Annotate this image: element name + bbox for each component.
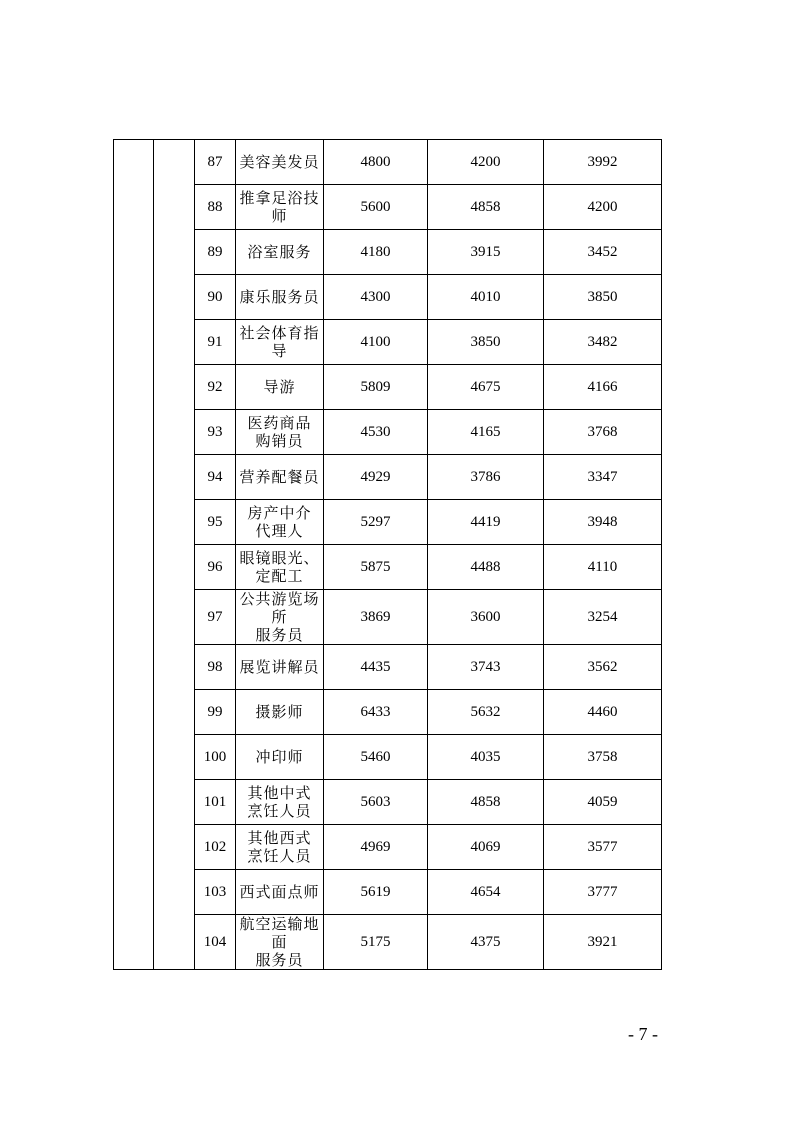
row-number-cell: 96 (195, 545, 236, 590)
mid-level-value-cell: 4200 (428, 140, 544, 185)
high-level-value-cell: 5619 (324, 870, 428, 915)
low-level-value-cell: 3850 (544, 275, 662, 320)
occupation-name-cell (236, 590, 324, 645)
high-level-value-cell: 4100 (324, 320, 428, 365)
occupation-name-line: 烹饪人员 (247, 847, 312, 865)
occupation-name-cell (236, 230, 324, 275)
low-level-value-cell: 3347 (544, 455, 662, 500)
row-number-cell: 87 (195, 140, 236, 185)
low-level-value-cell: 3254 (544, 590, 662, 645)
mid-level-value-cell: 4488 (428, 545, 544, 590)
occupation-name-cell (236, 410, 324, 455)
table-row (114, 275, 662, 320)
occupation-name-line: 其他中式 (247, 784, 312, 802)
high-level-value-cell: 4800 (324, 140, 428, 185)
row-number-cell: 92 (195, 365, 236, 410)
occupation-name-line: 社会体育指导 (239, 324, 320, 360)
mid-level-value-cell: 4010 (428, 275, 544, 320)
high-level-value-cell: 4929 (324, 455, 428, 500)
high-level-value-cell: 5600 (324, 185, 428, 230)
occupation-name-cell (236, 690, 324, 735)
high-level-value-cell: 5809 (324, 365, 428, 410)
occupation-name-line: 展览讲解员 (239, 658, 320, 676)
row-number-cell: 94 (195, 455, 236, 500)
table-row (114, 825, 662, 870)
occupation-name-line: 摄影师 (255, 703, 304, 721)
row-number-cell: 98 (195, 645, 236, 690)
occupation-name-line: 西式面点师 (239, 883, 320, 901)
mid-level-value-cell: 4858 (428, 185, 544, 230)
high-level-value-cell: 5875 (324, 545, 428, 590)
mid-level-value-cell: 4375 (428, 915, 544, 970)
occupation-name-cell (236, 825, 324, 870)
low-level-value-cell: 4166 (544, 365, 662, 410)
row-number-cell: 91 (195, 320, 236, 365)
wage-table (113, 139, 662, 970)
occupation-name-line: 康乐服务员 (239, 288, 320, 306)
occupation-name-cell (236, 140, 324, 185)
occupation-name-line: 航空运输地面 (239, 915, 320, 951)
mid-level-value-cell: 4858 (428, 780, 544, 825)
low-level-value-cell: 4059 (544, 780, 662, 825)
mid-level-value-cell: 3786 (428, 455, 544, 500)
page-number: - 7 - (628, 1024, 658, 1044)
high-level-value-cell: 4300 (324, 275, 428, 320)
low-level-value-cell: 4200 (544, 185, 662, 230)
mid-level-value-cell: 3743 (428, 645, 544, 690)
occupation-name-line: 其他西式 (247, 829, 312, 847)
mid-level-value-cell: 3915 (428, 230, 544, 275)
high-level-value-cell: 5603 (324, 780, 428, 825)
mid-level-value-cell: 4165 (428, 410, 544, 455)
occupation-name-line: 美容美发员 (239, 153, 320, 171)
table-row (114, 780, 662, 825)
low-level-value-cell: 3562 (544, 645, 662, 690)
subcategory-cell (154, 140, 195, 970)
occupation-name-line: 眼镜眼光、 (239, 549, 320, 567)
row-number-cell: 103 (195, 870, 236, 915)
row-number-cell: 97 (195, 590, 236, 645)
occupation-name-cell (236, 870, 324, 915)
table-row (114, 645, 662, 690)
table-body (114, 140, 662, 970)
table-row (114, 545, 662, 590)
occupation-name-cell (236, 915, 324, 970)
row-number-cell: 95 (195, 500, 236, 545)
occupation-name-line: 服务员 (255, 951, 304, 969)
table-row (114, 870, 662, 915)
mid-level-value-cell: 4419 (428, 500, 544, 545)
row-number-cell: 100 (195, 735, 236, 780)
occupation-name-line: 公共游览场所 (239, 590, 320, 626)
high-level-value-cell: 4435 (324, 645, 428, 690)
low-level-value-cell: 3482 (544, 320, 662, 365)
low-level-value-cell: 3758 (544, 735, 662, 780)
mid-level-value-cell: 3600 (428, 590, 544, 645)
low-level-value-cell: 3921 (544, 915, 662, 970)
row-number-cell: 102 (195, 825, 236, 870)
mid-level-value-cell: 4675 (428, 365, 544, 410)
table-row (114, 590, 662, 645)
high-level-value-cell: 4969 (324, 825, 428, 870)
row-number-cell: 90 (195, 275, 236, 320)
low-level-value-cell: 3992 (544, 140, 662, 185)
high-level-value-cell: 5175 (324, 915, 428, 970)
occupation-name-cell (236, 320, 324, 365)
occupation-name-line: 购销员 (255, 432, 304, 450)
occupation-name-line: 代理人 (255, 522, 304, 540)
occupation-name-cell (236, 275, 324, 320)
low-level-value-cell: 3777 (544, 870, 662, 915)
low-level-value-cell: 4110 (544, 545, 662, 590)
table-row (114, 140, 662, 185)
high-level-value-cell: 6433 (324, 690, 428, 735)
wage-table-container (113, 139, 662, 970)
table-row (114, 230, 662, 275)
table-row (114, 410, 662, 455)
occupation-name-line: 服务员 (255, 626, 304, 644)
table-row (114, 500, 662, 545)
mid-level-value-cell: 4069 (428, 825, 544, 870)
occupation-name-line: 房产中介 (247, 504, 312, 522)
low-level-value-cell: 3948 (544, 500, 662, 545)
occupation-name-cell (236, 545, 324, 590)
row-number-cell: 89 (195, 230, 236, 275)
row-number-cell: 104 (195, 915, 236, 970)
table-row (114, 320, 662, 365)
table-row (114, 455, 662, 500)
occupation-name-line: 导游 (263, 378, 296, 396)
occupation-name-line: 烹饪人员 (247, 802, 312, 820)
row-number-cell: 99 (195, 690, 236, 735)
occupation-name-cell (236, 365, 324, 410)
table-row (114, 690, 662, 735)
low-level-value-cell: 3452 (544, 230, 662, 275)
mid-level-value-cell: 5632 (428, 690, 544, 735)
category-cell (114, 140, 154, 970)
row-number-cell: 101 (195, 780, 236, 825)
occupation-name-line: 冲印师 (255, 748, 304, 766)
occupation-name-line: 定配工 (255, 567, 304, 585)
high-level-value-cell: 4180 (324, 230, 428, 275)
row-number-cell: 93 (195, 410, 236, 455)
occupation-name-cell (236, 735, 324, 780)
row-number-cell: 88 (195, 185, 236, 230)
occupation-name-cell (236, 185, 324, 230)
mid-level-value-cell: 4035 (428, 735, 544, 780)
occupation-name-cell (236, 645, 324, 690)
occupation-name-cell (236, 780, 324, 825)
table-row (114, 915, 662, 970)
occupation-name-line: 营养配餐员 (239, 468, 320, 486)
high-level-value-cell: 5460 (324, 735, 428, 780)
occupation-name-line: 浴室服务 (247, 243, 312, 261)
table-row (114, 735, 662, 780)
low-level-value-cell: 3577 (544, 825, 662, 870)
mid-level-value-cell: 4654 (428, 870, 544, 915)
occupation-name-cell (236, 500, 324, 545)
high-level-value-cell: 3869 (324, 590, 428, 645)
table-row (114, 365, 662, 410)
high-level-value-cell: 5297 (324, 500, 428, 545)
mid-level-value-cell: 3850 (428, 320, 544, 365)
low-level-value-cell: 4460 (544, 690, 662, 735)
low-level-value-cell: 3768 (544, 410, 662, 455)
occupation-name-cell (236, 455, 324, 500)
high-level-value-cell: 4530 (324, 410, 428, 455)
table-row (114, 185, 662, 230)
occupation-name-line: 医药商品 (247, 414, 312, 432)
occupation-name-line: 推拿足浴技师 (239, 189, 320, 225)
